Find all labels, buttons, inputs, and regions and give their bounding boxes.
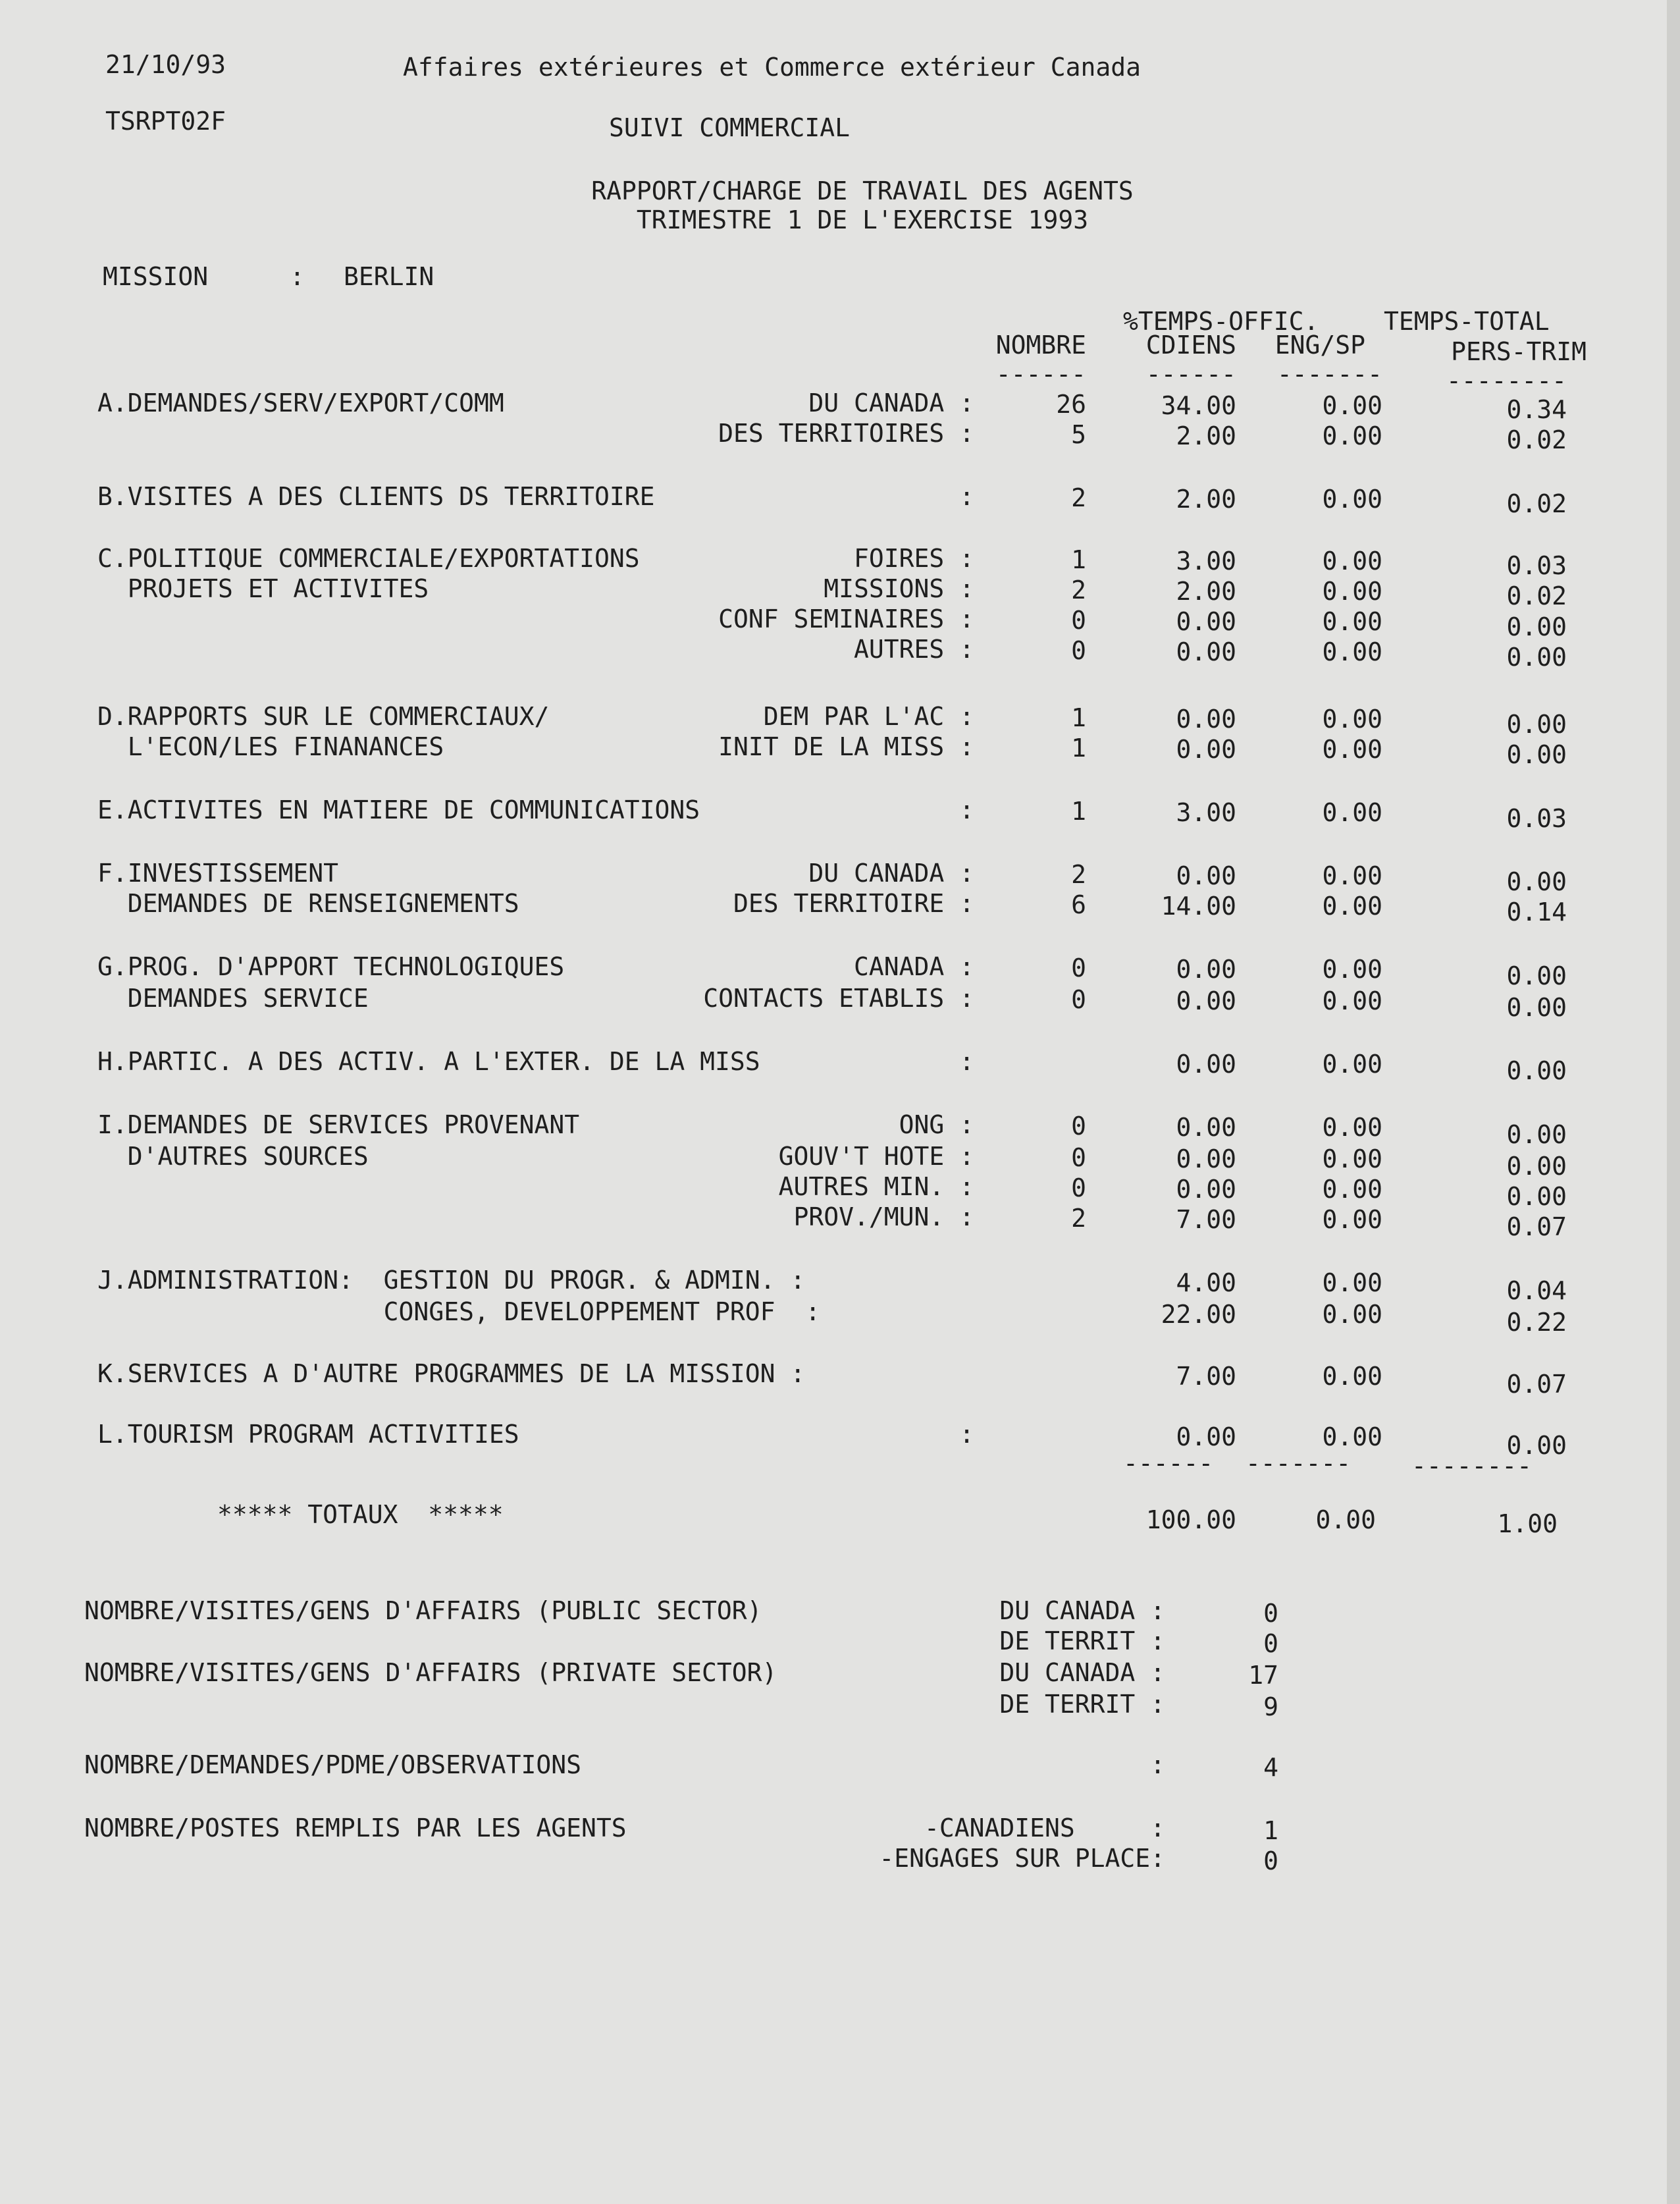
row-cdiens: 3.00 xyxy=(1176,798,1236,827)
row-cdiens: 0.00 xyxy=(1176,986,1236,1015)
row-engsp: 0.00 xyxy=(1322,1175,1382,1204)
row-pers-trim: 0.00 xyxy=(1506,1431,1567,1460)
row-cdiens: 0.00 xyxy=(1176,705,1236,734)
row-nombre: 2 xyxy=(1071,860,1086,889)
row-label: G.PROG. D'APPORT TECHNOLOGIQUES xyxy=(97,952,565,981)
column-header-cdiens: CDIENS xyxy=(1145,331,1236,360)
row-engsp: 0.00 xyxy=(1322,892,1382,921)
row-label: L'ECON/LES FINANANCES xyxy=(97,732,444,761)
row-engsp: 0.00 xyxy=(1322,421,1382,450)
row-pers-trim: 0.00 xyxy=(1506,1120,1567,1149)
summary-qualifier: DE TERRIT : xyxy=(999,1626,1165,1655)
row-cdiens: 4.00 xyxy=(1176,1268,1236,1297)
row-sublabel: CONTACTS ETABLIS : xyxy=(703,984,974,1013)
row-pers-trim: 0.00 xyxy=(1506,710,1567,739)
column-group-temps-total: TEMPS-TOTAL xyxy=(1384,307,1550,336)
row-label: PROJETS ET ACTIVITES xyxy=(97,574,429,603)
row-sublabel: INIT DE LA MISS : xyxy=(718,732,974,761)
page-edge xyxy=(1667,0,1680,2204)
summary-label: NOMBRE/VISITES/GENS D'AFFAIRS (PRIVATE SECTOR) xyxy=(84,1658,777,1687)
row-pers-trim: 0.04 xyxy=(1506,1276,1567,1305)
row-nombre: 0 xyxy=(1071,954,1086,982)
row-pers-trim: 0.00 xyxy=(1506,993,1567,1022)
row-label: B.VISITES A DES CLIENTS DS TERRITOIRE xyxy=(97,482,655,511)
row-cdiens: 22.00 xyxy=(1161,1300,1236,1329)
summary-qualifier: DU CANADA : xyxy=(999,1596,1165,1625)
summary-label: NOMBRE/POSTES REMPLIS PAR LES AGENTS xyxy=(84,1814,627,1842)
summary-label: NOMBRE/VISITES/GENS D'AFFAIRS (PUBLIC SECTOR) xyxy=(84,1596,762,1625)
row-label: CONGES, DEVELOPPEMENT PROF : xyxy=(97,1297,821,1326)
totals-divider: -------- xyxy=(1411,1451,1533,1480)
row-engsp: 0.00 xyxy=(1322,1113,1382,1142)
row-pers-trim: 0.02 xyxy=(1506,489,1567,518)
row-pers-trim: 0.00 xyxy=(1506,740,1567,769)
row-sublabel: MISSIONS : xyxy=(824,574,974,603)
row-engsp: 0.00 xyxy=(1322,1268,1382,1297)
summary-qualifier: DU CANADA : xyxy=(999,1658,1165,1687)
summary-value: 0 xyxy=(1263,1599,1278,1628)
row-label: E.ACTIVITES EN MATIERE DE COMMUNICATIONS xyxy=(97,795,700,824)
row-sublabel: PROV./MUN. : xyxy=(793,1202,974,1231)
column-group-temps-offic: %TEMPS-OFFIC. xyxy=(1123,307,1319,336)
report-subtitle: TRIMESTRE 1 DE L'EXERCISE 1993 xyxy=(636,205,1089,234)
row-nombre: 0 xyxy=(1071,606,1086,635)
row-sublabel: AUTRES MIN. : xyxy=(778,1172,974,1201)
mission-value: BERLIN xyxy=(344,262,434,291)
row-sublabel: CANADA : xyxy=(853,952,974,981)
row-sublabel: : xyxy=(959,482,974,511)
column-divider: ------- xyxy=(1276,360,1382,389)
row-engsp: 0.00 xyxy=(1322,1205,1382,1234)
row-pers-trim: 0.34 xyxy=(1506,395,1567,424)
row-pers-trim: 0.00 xyxy=(1506,1182,1567,1211)
row-nombre: 1 xyxy=(1071,545,1086,574)
row-label: C.POLITIQUE COMMERCIALE/EXPORTATIONS xyxy=(97,544,640,573)
row-sublabel: DEM PAR L'AC : xyxy=(763,702,974,731)
column-header-perstrim: PERS-TRIM xyxy=(1451,337,1587,366)
row-engsp: 0.00 xyxy=(1322,955,1382,984)
summary-value: 4 xyxy=(1263,1753,1278,1782)
row-pers-trim: 0.00 xyxy=(1506,961,1567,990)
row-pers-trim: 0.00 xyxy=(1506,1152,1567,1181)
row-pers-trim: 0.00 xyxy=(1506,643,1567,672)
row-nombre: 26 xyxy=(1056,390,1086,419)
column-divider: ------ xyxy=(1145,360,1236,389)
row-pers-trim: 0.00 xyxy=(1506,1056,1567,1085)
row-cdiens: 0.00 xyxy=(1176,607,1236,636)
row-sublabel: FOIRES : xyxy=(853,544,974,573)
system-name: SUIVI COMMERCIAL xyxy=(609,113,851,142)
row-label: J.ADMINISTRATION: GESTION DU PROGR. & ADMIN. : xyxy=(97,1266,806,1295)
row-nombre: 0 xyxy=(1071,1143,1086,1172)
row-label: D.RAPPORTS SUR LE COMMERCIAUX/ xyxy=(97,702,550,731)
summary-qualifier: -CANADIENS : xyxy=(924,1814,1165,1842)
summary-qualifier: : xyxy=(1150,1750,1165,1779)
mission-label: MISSION xyxy=(103,262,209,291)
row-engsp: 0.00 xyxy=(1322,986,1382,1015)
row-label: I.DEMANDES DE SERVICES PROVENANT xyxy=(97,1110,580,1139)
row-cdiens: 2.00 xyxy=(1176,421,1236,450)
row-cdiens: 0.00 xyxy=(1176,637,1236,666)
row-nombre: 2 xyxy=(1071,576,1086,605)
row-label: DEMANDES DE RENSEIGNEMENTS xyxy=(97,889,519,918)
row-engsp: 0.00 xyxy=(1322,1362,1382,1391)
row-cdiens: 0.00 xyxy=(1176,1050,1236,1079)
row-sublabel: CONF SEMINAIRES : xyxy=(718,605,974,633)
row-engsp: 0.00 xyxy=(1322,547,1382,576)
row-sublabel: DU CANADA : xyxy=(808,389,974,417)
totals-engsp: 0.00 xyxy=(1315,1505,1376,1534)
row-sublabel: DES TERRITOIRES : xyxy=(718,419,974,448)
row-label: F.INVESTISSEMENT xyxy=(97,859,339,888)
column-header-nombre: NOMBRE xyxy=(995,331,1086,360)
row-pers-trim: 0.02 xyxy=(1506,581,1567,610)
summary-value: 0 xyxy=(1263,1846,1278,1875)
row-pers-trim: 0.00 xyxy=(1506,867,1567,896)
summary-value: 9 xyxy=(1263,1692,1278,1721)
row-pers-trim: 0.02 xyxy=(1506,425,1567,454)
row-nombre: 0 xyxy=(1071,1112,1086,1141)
row-nombre: 1 xyxy=(1071,734,1086,763)
row-sublabel: : xyxy=(959,795,974,824)
row-cdiens: 7.00 xyxy=(1176,1205,1236,1234)
row-pers-trim: 0.14 xyxy=(1506,898,1567,927)
row-sublabel: DES TERRITOIRE : xyxy=(733,889,974,918)
row-pers-trim: 0.03 xyxy=(1506,551,1567,580)
row-engsp: 0.00 xyxy=(1322,485,1382,514)
row-engsp: 0.00 xyxy=(1322,1300,1382,1329)
row-label: L.TOURISM PROGRAM ACTIVITIES xyxy=(97,1420,519,1449)
row-label: DEMANDES SERVICE xyxy=(97,984,369,1013)
department-name: Affaires extérieures et Commerce extérieur Canada xyxy=(403,53,1142,82)
row-pers-trim: 0.07 xyxy=(1506,1212,1567,1241)
row-cdiens: 2.00 xyxy=(1176,577,1236,606)
report-title: RAPPORT/CHARGE DE TRAVAIL DES AGENTS xyxy=(591,176,1134,205)
row-nombre: 2 xyxy=(1071,483,1086,512)
row-engsp: 0.00 xyxy=(1322,1422,1382,1451)
row-cdiens: 0.00 xyxy=(1176,1422,1236,1451)
row-pers-trim: 0.07 xyxy=(1506,1370,1567,1399)
totals-divider: ------ xyxy=(1123,1449,1214,1478)
totals-divider: ------- xyxy=(1246,1449,1352,1478)
row-engsp: 0.00 xyxy=(1322,577,1382,606)
row-nombre: 2 xyxy=(1071,1204,1086,1233)
row-nombre: 1 xyxy=(1071,703,1086,732)
summary-qualifier: DE TERRIT : xyxy=(999,1690,1165,1719)
row-sublabel: AUTRES : xyxy=(853,635,974,664)
row-engsp: 0.00 xyxy=(1322,861,1382,890)
row-nombre: 5 xyxy=(1071,420,1086,449)
row-nombre: 0 xyxy=(1071,985,1086,1014)
totals-pers: 1.00 xyxy=(1497,1509,1558,1538)
row-sublabel: ONG : xyxy=(899,1110,974,1139)
summary-value: 17 xyxy=(1248,1661,1278,1690)
row-label: K.SERVICES A D'AUTRE PROGRAMMES DE LA MISSION : xyxy=(97,1359,806,1388)
row-sublabel: : xyxy=(959,1047,974,1076)
row-engsp: 0.00 xyxy=(1322,798,1382,827)
row-nombre: 6 xyxy=(1071,890,1086,919)
summary-value: 0 xyxy=(1263,1629,1278,1658)
row-engsp: 0.00 xyxy=(1322,735,1382,764)
row-cdiens: 14.00 xyxy=(1161,892,1236,921)
row-sublabel: GOUV'T HOTE : xyxy=(778,1142,974,1171)
row-cdiens: 0.00 xyxy=(1176,1113,1236,1142)
summary-qualifier: -ENGAGES SUR PLACE: xyxy=(879,1844,1165,1873)
row-cdiens: 34.00 xyxy=(1161,391,1236,420)
row-cdiens: 0.00 xyxy=(1176,955,1236,984)
row-cdiens: 2.00 xyxy=(1176,485,1236,514)
report-code: TSRPT02F xyxy=(105,107,226,136)
row-nombre: 0 xyxy=(1071,636,1086,665)
summary-value: 1 xyxy=(1263,1816,1278,1845)
mission-separator: : xyxy=(290,262,305,291)
row-sublabel: : xyxy=(959,1420,974,1449)
row-label: A.DEMANDES/SERV/EXPORT/COMM xyxy=(97,389,504,417)
row-engsp: 0.00 xyxy=(1322,705,1382,734)
row-engsp: 0.00 xyxy=(1322,391,1382,420)
row-pers-trim: 0.22 xyxy=(1506,1308,1567,1337)
report-date: 21/10/93 xyxy=(105,50,226,79)
row-cdiens: 0.00 xyxy=(1176,861,1236,890)
row-cdiens: 7.00 xyxy=(1176,1362,1236,1391)
row-engsp: 0.00 xyxy=(1322,1050,1382,1079)
row-engsp: 0.00 xyxy=(1322,637,1382,666)
row-nombre: 1 xyxy=(1071,797,1086,826)
totals-cdiens: 100.00 xyxy=(1145,1505,1236,1534)
row-pers-trim: 0.03 xyxy=(1506,804,1567,833)
totals-label: ***** TOTAUX ***** xyxy=(217,1500,504,1529)
row-cdiens: 0.00 xyxy=(1176,735,1236,764)
column-header-engsp: ENG/SP xyxy=(1274,331,1365,360)
summary-label: NOMBRE/DEMANDES/PDME/OBSERVATIONS xyxy=(84,1750,581,1779)
row-cdiens: 3.00 xyxy=(1176,547,1236,576)
row-label: H.PARTIC. A DES ACTIV. A L'EXTER. DE LA MISS xyxy=(97,1047,760,1076)
row-engsp: 0.00 xyxy=(1322,1144,1382,1173)
column-divider: ------ xyxy=(995,360,1086,389)
row-label: D'AUTRES SOURCES xyxy=(97,1142,369,1171)
row-cdiens: 0.00 xyxy=(1176,1175,1236,1204)
row-cdiens: 0.00 xyxy=(1176,1144,1236,1173)
row-sublabel: DU CANADA : xyxy=(808,859,974,888)
row-pers-trim: 0.00 xyxy=(1506,612,1567,641)
row-nombre: 0 xyxy=(1071,1173,1086,1202)
row-engsp: 0.00 xyxy=(1322,607,1382,636)
column-divider: -------- xyxy=(1446,366,1567,395)
